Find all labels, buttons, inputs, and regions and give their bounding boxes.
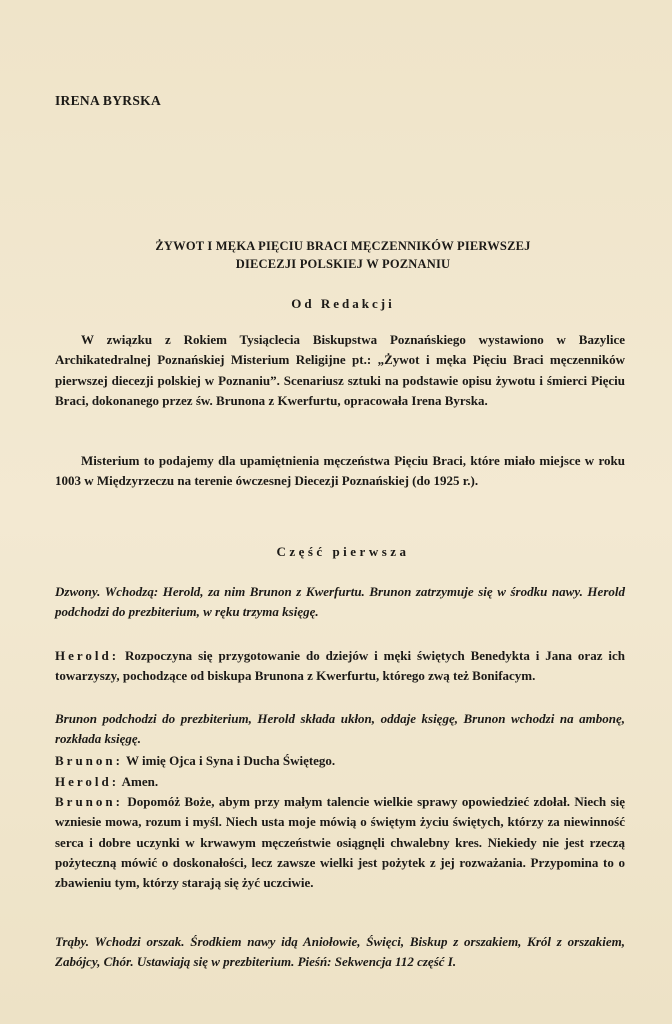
dialogue-herold-1: [55, 646, 625, 687]
dialogue-herold-2: [55, 772, 625, 792]
speaker-label: Herold:: [55, 774, 120, 789]
author-name: IRENA BYRSKA: [55, 93, 161, 108]
dialogue-text: Rozpoczyna się przygotowanie do dziejów i męki świętych Benedykta i Jana oraz ich towarzyszy, pochodzące od biskupa Brunona z Kwerfurtu, którego zwą też Bonifacym.: [55, 648, 625, 684]
speaker-label: Herold:: [55, 648, 120, 663]
intro-paragraph-2: Misterium to podajemy dla upamiętnienia męczeństwa Pięciu Braci, które miało miejsce w roku 1003 w Międzyrzeczu na terenie ówczesnej Diecezji Poznańskiej (do 1925 r.).: [55, 453, 625, 489]
speaker-label: Brunon:: [55, 794, 123, 809]
intro-paragraph-1: W związku z Rokiem Tysiąclecia Biskupstwa Poznańskiego wystawiono w Bazylice Archikatedralnej Poznańskiej Misterium Religijne pt.: „Żywot i męka Pięciu Braci męczenników pierwszej diecezji polskiej w Poznaniu”. Scenariusz sztuki na podstawie opisu żywotu i śmierci Pięciu Braci, dokonanego przez św. Brunona z Kwerfurtu, opracowała Irena Byrska.: [55, 332, 625, 408]
stage-direction-2: Brunon podchodzi do prezbiterium, Herold składa ukłon, oddaje księgę, Brunon wchodzi na ambonę, rozkłada księgę.: [55, 711, 625, 747]
dialogue-text: Amen.: [121, 774, 159, 789]
dialogue-text: Dopomóż Boże, abym przy małym talencie wielkie sprawy opowiedzieć zdołał. Niech się wzniesie mowa, rozum i myśl. Niech usta moje mówią o świętym życiu świętych, którzy za niewinność serca i dobre uczynki w krwawym męczeństwie osiągnęli chwalebny kres. Niekiedy nie jest rzeczą pożyteczną mówić o doskonałości, lecz zawsze wielki jest pożytek z jej rozważania. Przypomina to o zbawieniu tym, którzy starają się żyć uczciwie.: [55, 794, 625, 891]
stage-direction-3: Trąby. Wchodzi orszak. Środkiem nawy idą Aniołowie, Święci, Biskup z orszakiem, Król z orszakiem, Zabójcy, Chór. Ustawiają się w prezbiterium. Pieśń: Sekwencja 112 część I.: [55, 934, 625, 970]
dialogue-brunon-2: [55, 792, 625, 893]
dialogue-brunon-1: [55, 751, 625, 771]
title-line-1: ŻYWOT I MĘKA PIĘCIU BRACI MĘCZENNIKÓW PIERWSZEJ: [155, 239, 531, 253]
article-title: [60, 237, 626, 273]
editorial-heading: Od Redakcji: [291, 296, 395, 311]
speaker-label: Brunon:: [55, 753, 123, 768]
stage-direction-1: Dzwony. Wchodzą: Herold, za nim Brunon z Kwerfurtu. Brunon zatrzymuje się w środku nawy. Herold podchodzi do prezbiterium, w ręku trzyma księgę.: [55, 584, 625, 620]
section-heading: Część pierwsza: [276, 544, 410, 559]
title-line-2: DIECEZJI POLSKIEJ W POZNANIU: [235, 257, 451, 271]
dialogue-text: W imię Ojca i Syna i Ducha Świętego.: [125, 753, 336, 768]
